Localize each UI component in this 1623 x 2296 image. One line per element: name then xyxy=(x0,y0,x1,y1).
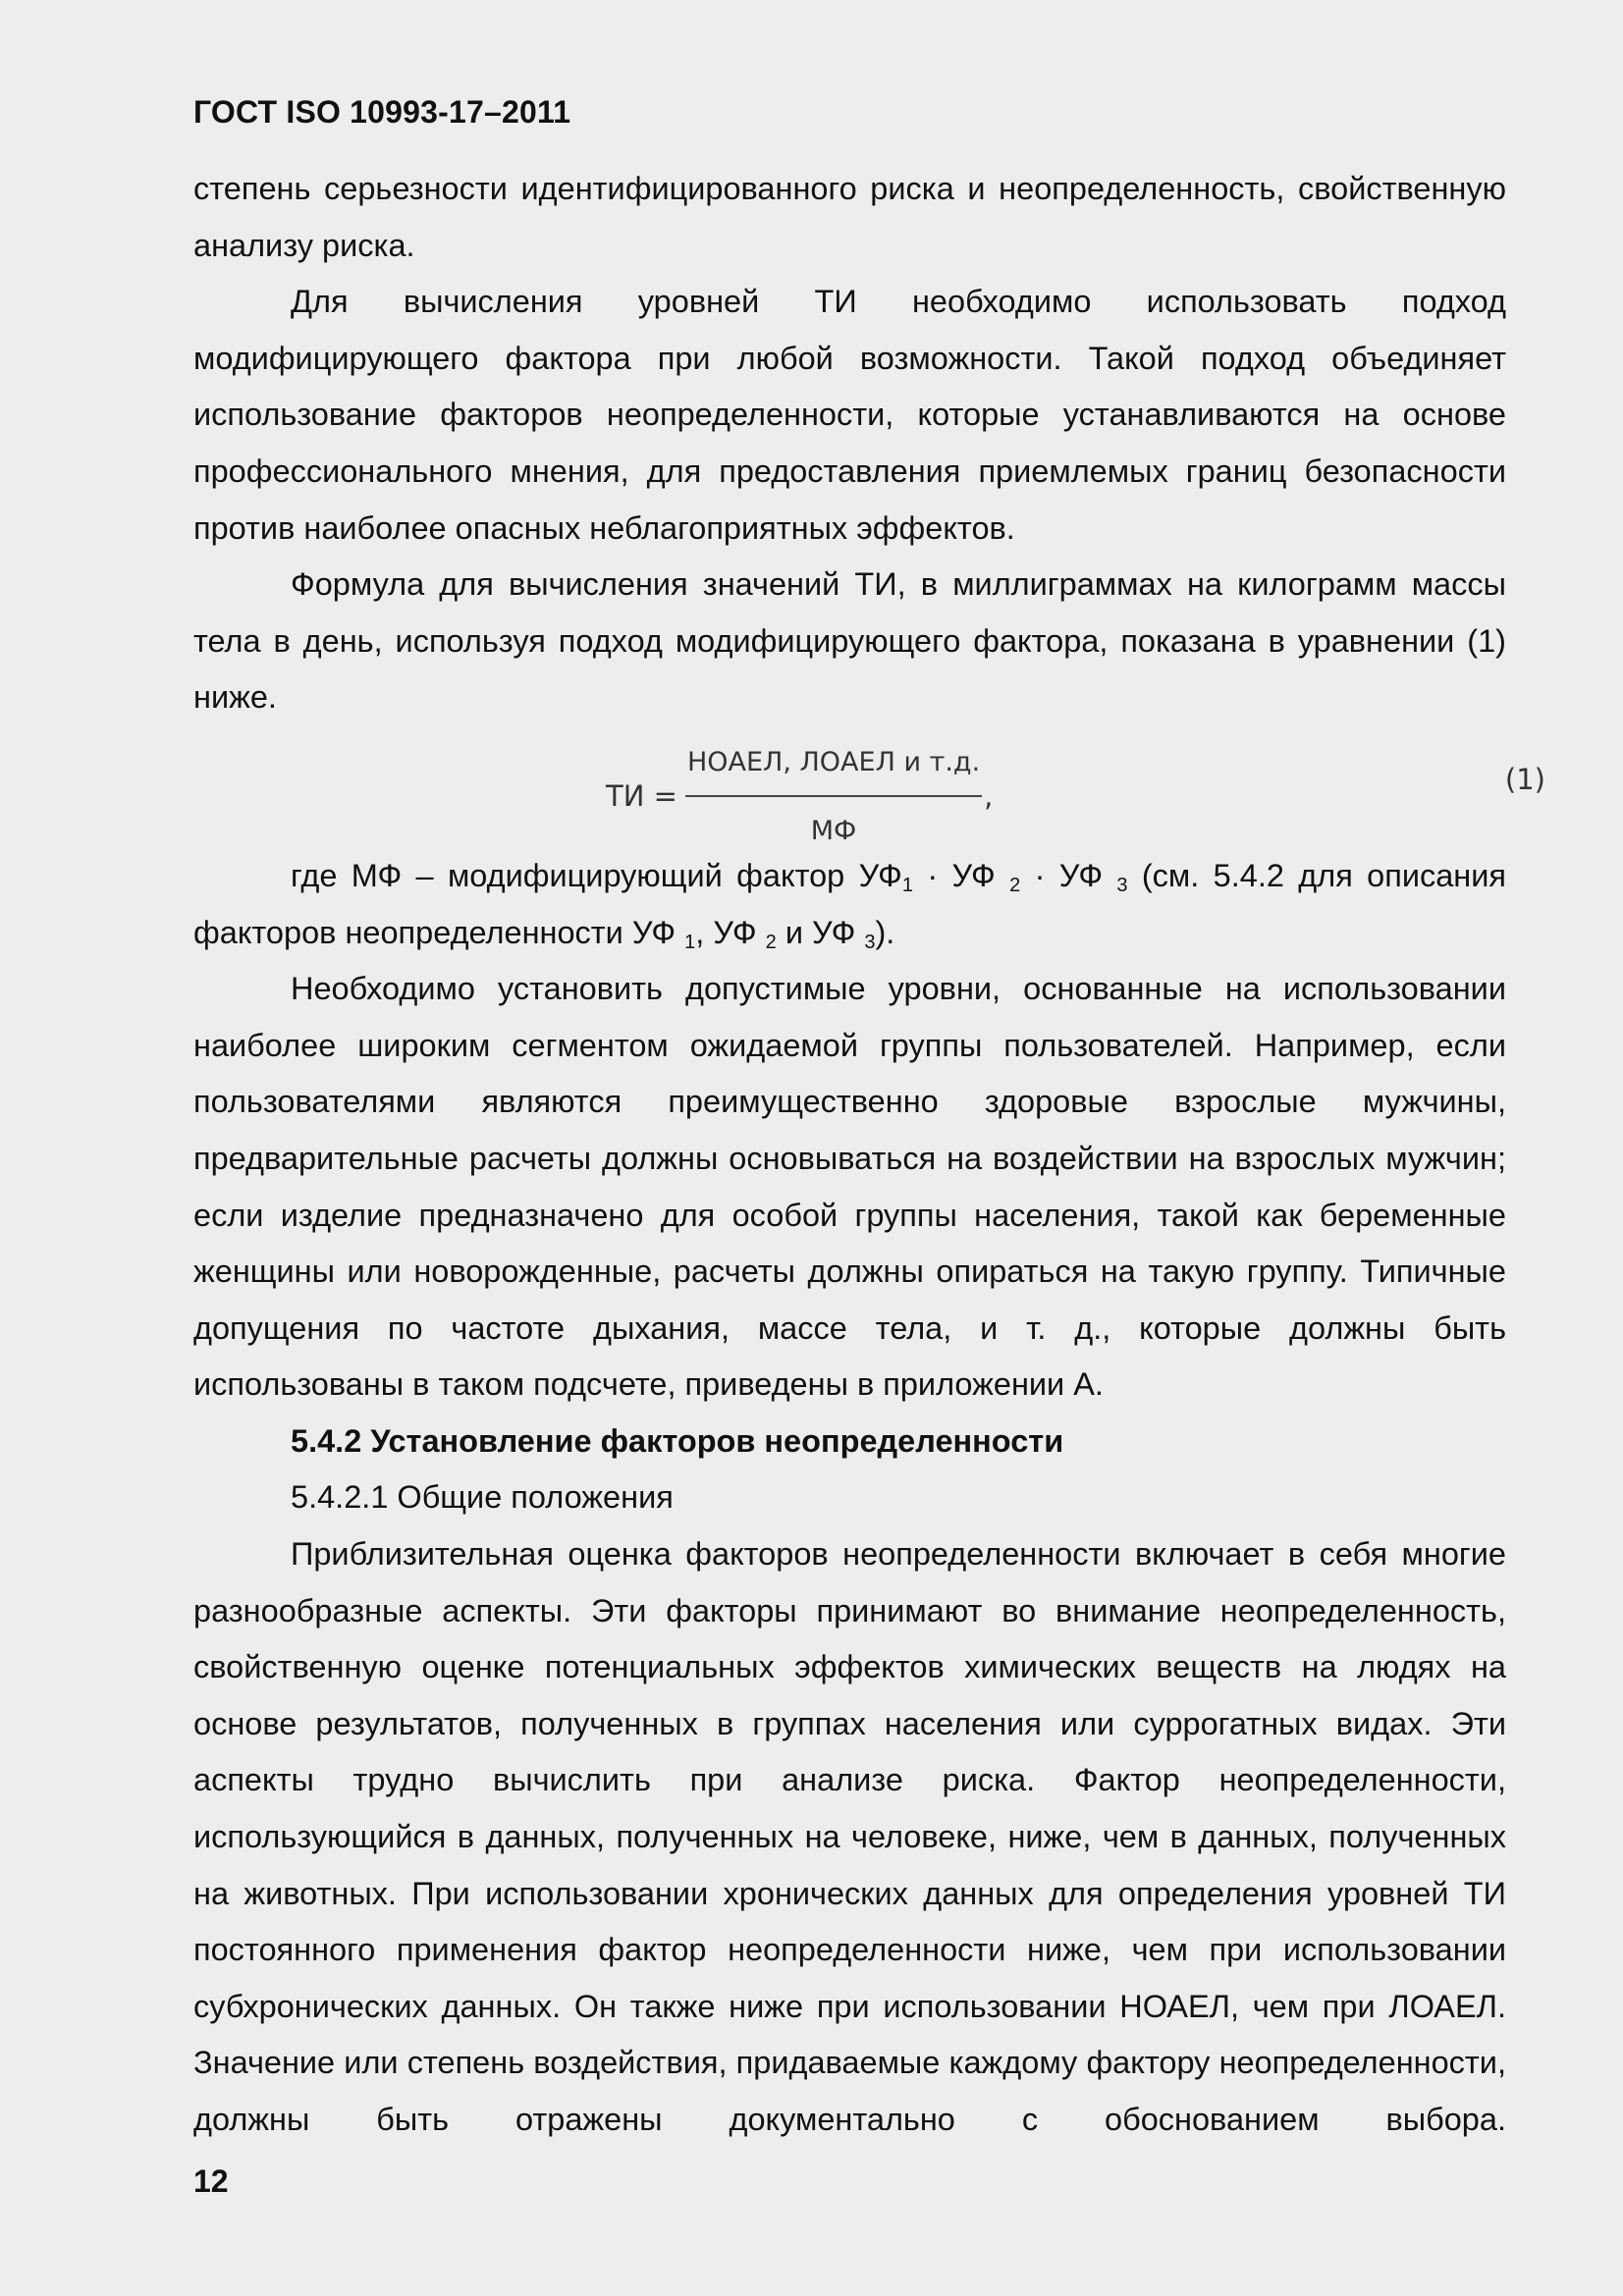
document-header: ГОСТ ISO 10993-17–2011 xyxy=(193,94,571,130)
text-segment: ). xyxy=(875,914,895,950)
equation-fraction xyxy=(685,734,982,859)
equation-number: (1) xyxy=(1504,762,1545,796)
subscript: 1 xyxy=(684,931,696,953)
text-segment: , УФ xyxy=(695,914,766,950)
paragraph-formula-intro: Формула для вычисления значений ТИ, в миллиграммах на килограмм массы тела в день, используя подход модифицирующего фактора, показана в уравнении (1) ниже. xyxy=(193,566,1506,716)
paragraph-modifying-factor-definition xyxy=(193,848,1506,961)
page-number: 12 xyxy=(193,2163,229,2199)
subscript: 2 xyxy=(1009,874,1021,896)
section-heading: 5.4.2 Установление факторов неопределенности xyxy=(291,1422,1064,1459)
equation-row xyxy=(193,726,1545,848)
text-segment: где МФ – модифицирующий фактор УФ xyxy=(291,857,902,893)
equation xyxy=(606,734,993,859)
text-segment: · УФ xyxy=(1020,857,1117,893)
text-segment: · УФ xyxy=(912,857,1010,893)
text-segment: (см. 5.4.2 для описания факторов неопределенности УФ xyxy=(193,857,1507,950)
subsection-heading: 5.4.2.1 Общие положения xyxy=(291,1479,674,1516)
subscript: 1 xyxy=(901,874,913,896)
paragraph-uncertainty-factors: Приблизительная оценка факторов неопределенности включает в себя многие разнообразные аспекты. Эти факторы принимают во внимание неопределенность, свойственную оценке потенциальных эффектов химических веществ на людях на основе результатов, полученных в группах населения или суррогатных видах. Эти аспекты трудно вычислить при анализе риска. Фактор неопределенности, использующийся в данных, полученных на человеке, ниже, чем в данных, полученных на животных. При использовании хронических данных для определения уровней ТИ постоянного применения фактор неопределенности ниже, чем при использовании субхронических данных. Он также ниже при использовании НОАЕЛ, чем при ЛОАЕЛ. Значение или степень воздействия, придаваемые каждому фактору неопределенности, должны быть отражены документально с обоснованием выбора. xyxy=(193,1536,1506,2137)
paragraph-continuation: степень серьезности идентифицированного риска и неопределенность, свойственную анализу риска. xyxy=(193,171,1506,263)
paragraph-permissible-levels: Необходимо установить допустимые уровни, основанные на использовании наиболее широким сегментом ожидаемой группы пользователей. Например, если пользователями являются преимущественно здоровые взрослые мужчины, предварительные расчеты должны основываться на воздействии на взрослых мужчин; если изделие предназначено для особой группы населения, такой как беременные женщины или новорожденные, расчеты должны опираться на такую группу. Типичные допущения по частоте дыхания, массе тела, и т. д., которые должны быть использованы в таком подсчете, приведены в приложении А. xyxy=(193,971,1506,1403)
subscript: 3 xyxy=(864,931,876,953)
equation-denominator: МФ xyxy=(810,815,857,846)
text-segment: и УФ xyxy=(776,914,865,950)
paragraph-modifying-factor: Для вычисления уровней ТИ необходимо использовать подход модифицирующего фактора при любой возможности. Такой подход объединяет использование факторов неопределенности, которые устанавливаются на основе профессионального мнения, для предоставления приемлемых границ безопасности против наиболее опасных неблагоприятных эффектов. xyxy=(193,284,1506,546)
document-body xyxy=(193,161,1545,2149)
subscript: 3 xyxy=(1116,874,1128,896)
equation-lhs: ТИ = xyxy=(606,778,677,813)
subscript: 2 xyxy=(765,931,777,953)
equation-numerator: НОАЕЛ, ЛОАЕЛ и т.д. xyxy=(685,734,982,797)
equation-comma: , xyxy=(984,778,994,813)
